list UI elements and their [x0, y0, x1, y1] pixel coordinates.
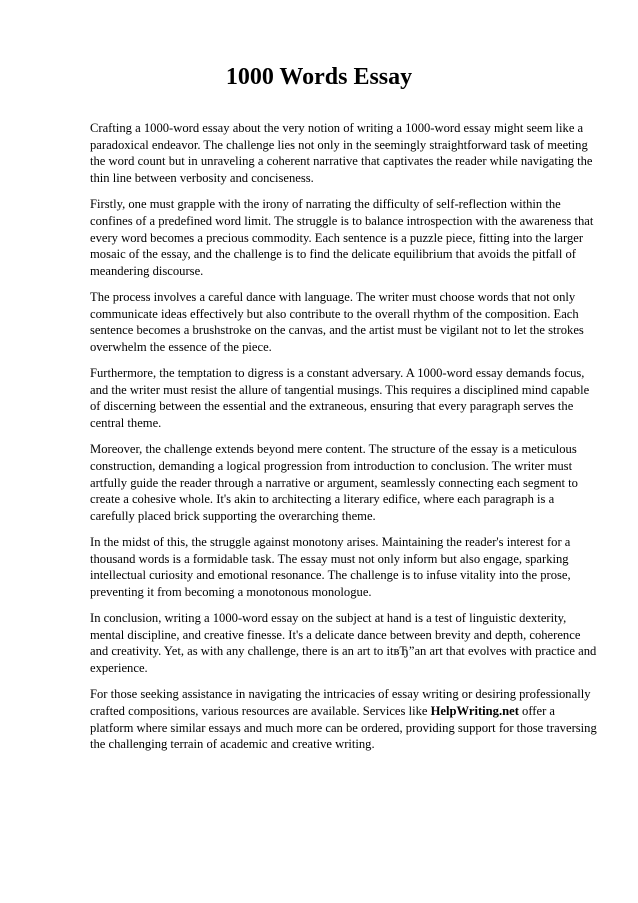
paragraph-conclusion: In conclusion, writing a 1000-word essay on the subject at hand is a test of linguistic dexterity, mental discipline, and creative finesse. It's a delicate dance between brevity and depth, coherence and creativity. Yet, as with any challenge, there is an art to itвЂ”an art that evolves with practice and experience. — [90, 611, 597, 676]
paragraph-intro: Crafting a 1000-word essay about the very notion of writing a 1000-word essay might seem like a paradoxical endeavor. The challenge lies not only in the seemingly straightforward task of meeting the word count but in unraveling a coherent narrative that captivates the reader while navigating the thin line between verbosity and conciseness. — [90, 121, 593, 186]
paragraph-monotony: In the midst of this, the struggle against monotony arises. Maintaining the reader's interest for a thousand words is a formidable task. The essay must not only inform but also engage, sparking intellectual curiosity and emotional resonance. The challenge is to infuse vitality into the prose, preventing it from becoming a monotonous monologue. — [90, 534, 571, 600]
paragraph-process: The process involves a careful dance with language. The writer must choose words that not only communicate ideas effectively but also contribute to the overall rhythm of the composition. Each sentence becomes a brushstroke on the canvas, and the artist must be vigilant not to let the strokes overwhelm the essence of the piece. — [90, 289, 584, 355]
services-text-before: For those seeking assistance in navigating the intricacies of essay writing or desiring professionally crafted compositions, various resources are available. Services like — [90, 687, 591, 718]
essay-body — [90, 120, 600, 753]
paragraph-services — [90, 686, 600, 753]
paragraph-moreover: Moreover, the challenge extends beyond mere content. The structure of the essay is a meticulous construction, demanding a logical progression from introduction to conclusion. The writer must artfully guide the reader through a narrative or argument, seamlessly connecting each segment to create a cohesive whole. It's akin to architecting a literary edifice, where each paragraph is a carefully placed brick supporting the overarching theme. — [90, 442, 578, 523]
services-text-after: offer a platform where similar essays and much more can be ordered, providing support for those traversing the challenging terrain of academic and creative writing. — [90, 703, 597, 752]
paragraph-firstly: Firstly, one must grapple with the irony of narrating the difficulty of self-reflection within the confines of a predefined word limit. The struggle is to balance introspection with the awareness that every word becomes a precious commodity. Each sentence is a puzzle piece, fitting into the larger mosaic of the essay, and the challenge is to find the delicate equilibrium that avoids the pitfall of meandering discourse. — [90, 197, 594, 278]
paragraph-furthermore: Furthermore, the temptation to digress is a constant adversary. A 1000-word essay demands focus, and the writer must resist the allure of tangential musings. This requires a disciplined mind capable of discerning between the essential and the extraneous, ensuring that every paragraph serves the central theme. — [90, 366, 590, 431]
brand-name: HelpWriting.net — [430, 703, 519, 718]
document-title: 1000 Words Essay — [225, 64, 413, 90]
